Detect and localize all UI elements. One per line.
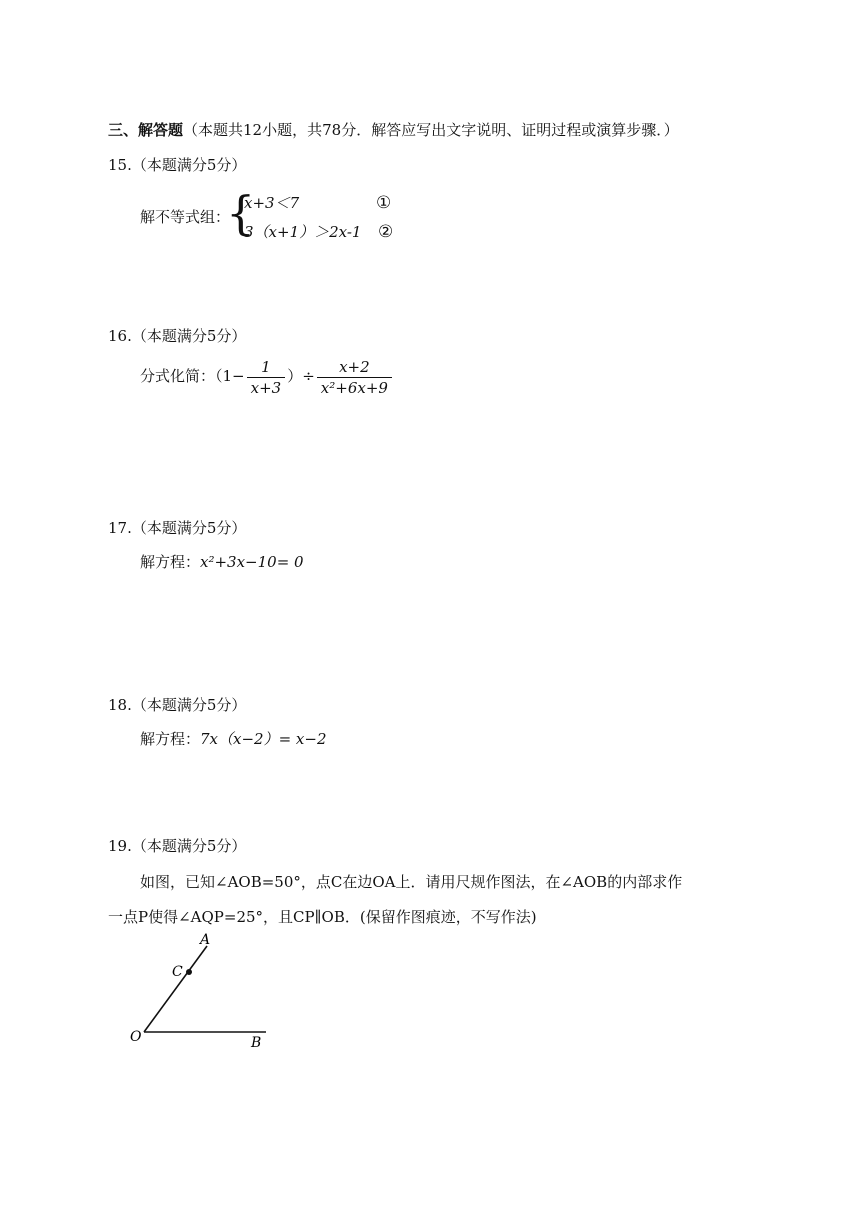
q16-close-divide: ）÷	[287, 367, 315, 385]
q17-header	[108, 518, 246, 538]
q18-equation: 7x（x−2）= x−2	[200, 730, 327, 748]
q15-mark-2: ②	[378, 222, 394, 242]
q16-instruction: 分式化简：	[140, 367, 216, 385]
point-c	[186, 969, 192, 975]
q16-points: （本题满分5分）	[131, 327, 247, 345]
q16-frac1-denominator: x+3	[250, 378, 282, 397]
q18-header	[108, 695, 246, 715]
q16-number: 16.	[108, 327, 132, 345]
q19-text-2: 一点P使得∠AQP=25°，且CP∥OB．(保留作图痕迹，不写作法)	[108, 908, 537, 926]
q16-open: （1−	[215, 367, 245, 385]
q16-frac2-numerator: x+2	[317, 358, 392, 378]
q17-body	[140, 552, 304, 572]
q17-equation: x²+3x−10= 0	[200, 553, 304, 571]
q19-angle-figure	[120, 930, 300, 1060]
q19-text-1: 如图，已知∠AOB=50°，点C在边OA上．请用尺规作图法，在∠AOB的内部求作	[140, 873, 683, 891]
q16-frac2-denominator: x²+6x+9	[320, 378, 388, 397]
q17-number: 17.	[108, 519, 132, 537]
section-title: 三、解答题	[108, 121, 184, 139]
q15-points: （本题满分5分）	[131, 156, 247, 174]
q18-instruction: 解方程：	[140, 730, 201, 748]
q15-instruction: 解不等式组：	[140, 208, 231, 226]
section-header	[108, 120, 679, 140]
label-a: A	[200, 932, 211, 948]
q15-header	[108, 155, 246, 175]
q19-header	[108, 836, 246, 856]
q15-inequality-1: x+3＜7	[244, 194, 300, 212]
q15-inequality-2: 3（x+1）＞2x-1	[244, 223, 362, 241]
q16-frac1-numerator: 1	[247, 358, 286, 378]
q17-points: （本题满分5分）	[131, 519, 247, 537]
q18-points: （本题满分5分）	[131, 696, 247, 714]
q15-mark-1: ①	[376, 193, 392, 213]
q19-points: （本题满分5分）	[131, 837, 247, 855]
q19-number: 19.	[108, 837, 132, 855]
section-note: （本题共12小题，共78分．解答应写出文字说明、证明过程或演算步骤．）	[183, 121, 679, 139]
q16-expression	[140, 356, 394, 397]
label-o: O	[130, 1029, 142, 1045]
q18-body	[140, 729, 327, 749]
ray-oa	[144, 946, 207, 1032]
label-b: B	[251, 1035, 262, 1051]
q15-number: 15.	[108, 156, 132, 174]
q16-fraction-1	[247, 358, 286, 397]
q16-fraction-2	[317, 358, 392, 397]
label-c: C	[172, 964, 183, 980]
q18-number: 18.	[108, 696, 132, 714]
q16-header	[108, 326, 246, 346]
q15-brace: {	[226, 186, 256, 240]
q17-instruction: 解方程：	[140, 553, 201, 571]
